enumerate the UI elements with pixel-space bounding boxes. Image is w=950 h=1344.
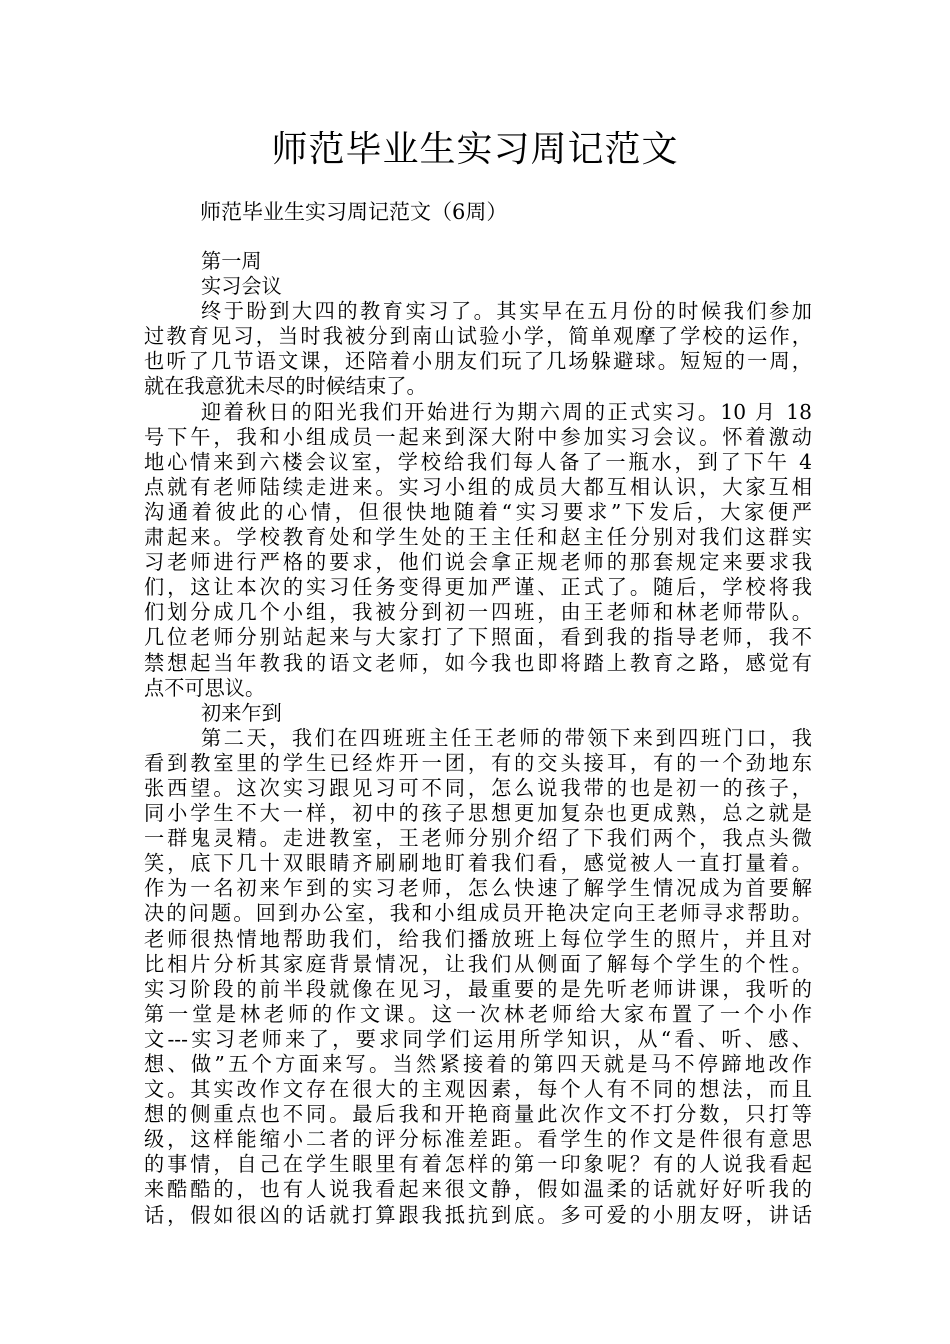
body-text-line: 作为一名初来乍到的实习老师，怎么快速了解学生情况成为首要解 [144, 876, 812, 901]
body-text-line: 比相片分析其家庭背景情况，让我们从侧面了解每个学生的个性。 [144, 951, 812, 976]
body-text-line: 决的问题。回到办公室，我和小组成员开艳决定向王老师寻求帮助。 [144, 901, 812, 926]
body-text-line: 地心情来到六楼会议室，学校给我们每人备了一瓶水，到了下午 4 [144, 449, 812, 474]
body-text-line: 话，假如很凶的话就打算跟我抵抗到底。多可爱的小朋友呀，讲话 [144, 1202, 812, 1227]
body-text-line: 迎着秋日的阳光我们开始进行为期六周的正式实习。10 月 18 [201, 399, 812, 424]
body-text-line: 们划分成几个小组，我被分到初一四班，由王老师和林老师带队。 [144, 600, 812, 625]
section-heading-line: 第一周 [201, 249, 262, 273]
body-text-line: 第二天，我们在四班班主任王老师的带领下来到四班门口，我 [201, 725, 812, 750]
body-text-line: 同小学生不大一样，初中的孩子思想更加复杂也更成熟，总之就是 [144, 801, 812, 826]
body-text-line: 禁想起当年教我的语文老师，如今我也即将踏上教育之路，感觉有 [144, 650, 812, 675]
body-text-line: 就在我意犹未尽的时候结束了。 [144, 374, 427, 399]
body-text-line: 来酷酷的，也有人说我看起来很文静，假如温柔的话就好好听我的 [144, 1177, 812, 1202]
body-text-line: 肃起来。学校教育处和学生处的王主任和赵主任分别对我们这群实 [144, 525, 812, 550]
body-text-line: 终于盼到大四的教育实习了。其实早在五月份的时候我们参加 [201, 299, 812, 324]
body-text-line: 文。其实改作文存在很大的主观因素，每个人有不同的想法，而且 [144, 1077, 812, 1102]
body-text-line: 点不可思议。 [144, 675, 266, 700]
body-text-line: 也听了几节语文课，还陪着小朋友们玩了几场躲避球。短短的一周， [144, 349, 812, 374]
body-text-line: 过教育见习，当时我被分到南山试验小学，简单观摩了学校的运作， [144, 324, 812, 349]
body-text-line: 习老师进行严格的要求，他们说会拿正规老师的那套规定来要求我 [144, 550, 812, 575]
body-text-line: 想、做”五个方面来写。当然紧接着的第四天就是马不停蹄地改作 [144, 1052, 812, 1076]
body-text-line: 张西望。这次实习跟见习可不同，怎么说我带的也是初一的孩子， [144, 775, 812, 800]
body-text-line: 第一堂是林老师的作文课。这一次林老师给大家布置了一个小作 [144, 1001, 812, 1026]
document-subtitle: 师范毕业生实习周记范文（6周） [200, 200, 508, 224]
body-text-line: 的事情，自己在学生眼里有着怎样的第一印象呢？有的人说我看起 [144, 1152, 812, 1177]
section-heading-line: 初来乍到 [201, 700, 282, 725]
body-text-line: 号下午，我和小组成员一起来到深大附中参加实习会议。怀着激动 [144, 424, 812, 449]
body-text-line: 级，这样能缩小二者的评分标准差距。看学生的作文是件很有意思 [144, 1127, 812, 1152]
body-text-line: 想的侧重点也不同。最后我和开艳商量此次作文不打分数，只打等 [144, 1102, 812, 1127]
section-heading-line: 实习会议 [201, 274, 282, 299]
body-text-line: 实习阶段的前半段就像在见习，最重要的是先听老师讲课，我听的 [144, 976, 812, 1001]
body-text-line: 笑，底下几十双眼睛齐刷刷地盯着我们看，感觉被人一直打量着。 [144, 851, 812, 876]
body-text-line: 老师很热情地帮助我们，给我们播放班上每位学生的照片，并且对 [144, 926, 812, 951]
body-text-line: 看到教室里的学生已经炸开一团，有的交头接耳，有的一个劲地东 [144, 750, 812, 775]
document-body [144, 249, 812, 1228]
body-text-line: 点就有老师陆续走进来。实习小组的成员大都互相认识，大家互相 [144, 474, 812, 499]
body-text-line: 几位老师分别站起来与大家打了下照面，看到我的指导老师，我不 [144, 625, 812, 650]
body-text-line: 一群鬼灵精。走进教室，王老师分别介绍了下我们两个，我点头微 [144, 826, 812, 851]
body-text-line: 沟通着彼此的心情，但很快地随着“实习要求”下发后，大家便严 [144, 499, 812, 524]
body-text-line: 文---实习老师来了，要求同学们运用所学知识，从“看、听、感、 [144, 1026, 812, 1051]
document-title: 师范毕业生实习周记范文 [271, 129, 679, 170]
body-text-line: 们，这让本次的实习任务变得更加严谨、正式了。随后，学校将我 [144, 575, 812, 600]
